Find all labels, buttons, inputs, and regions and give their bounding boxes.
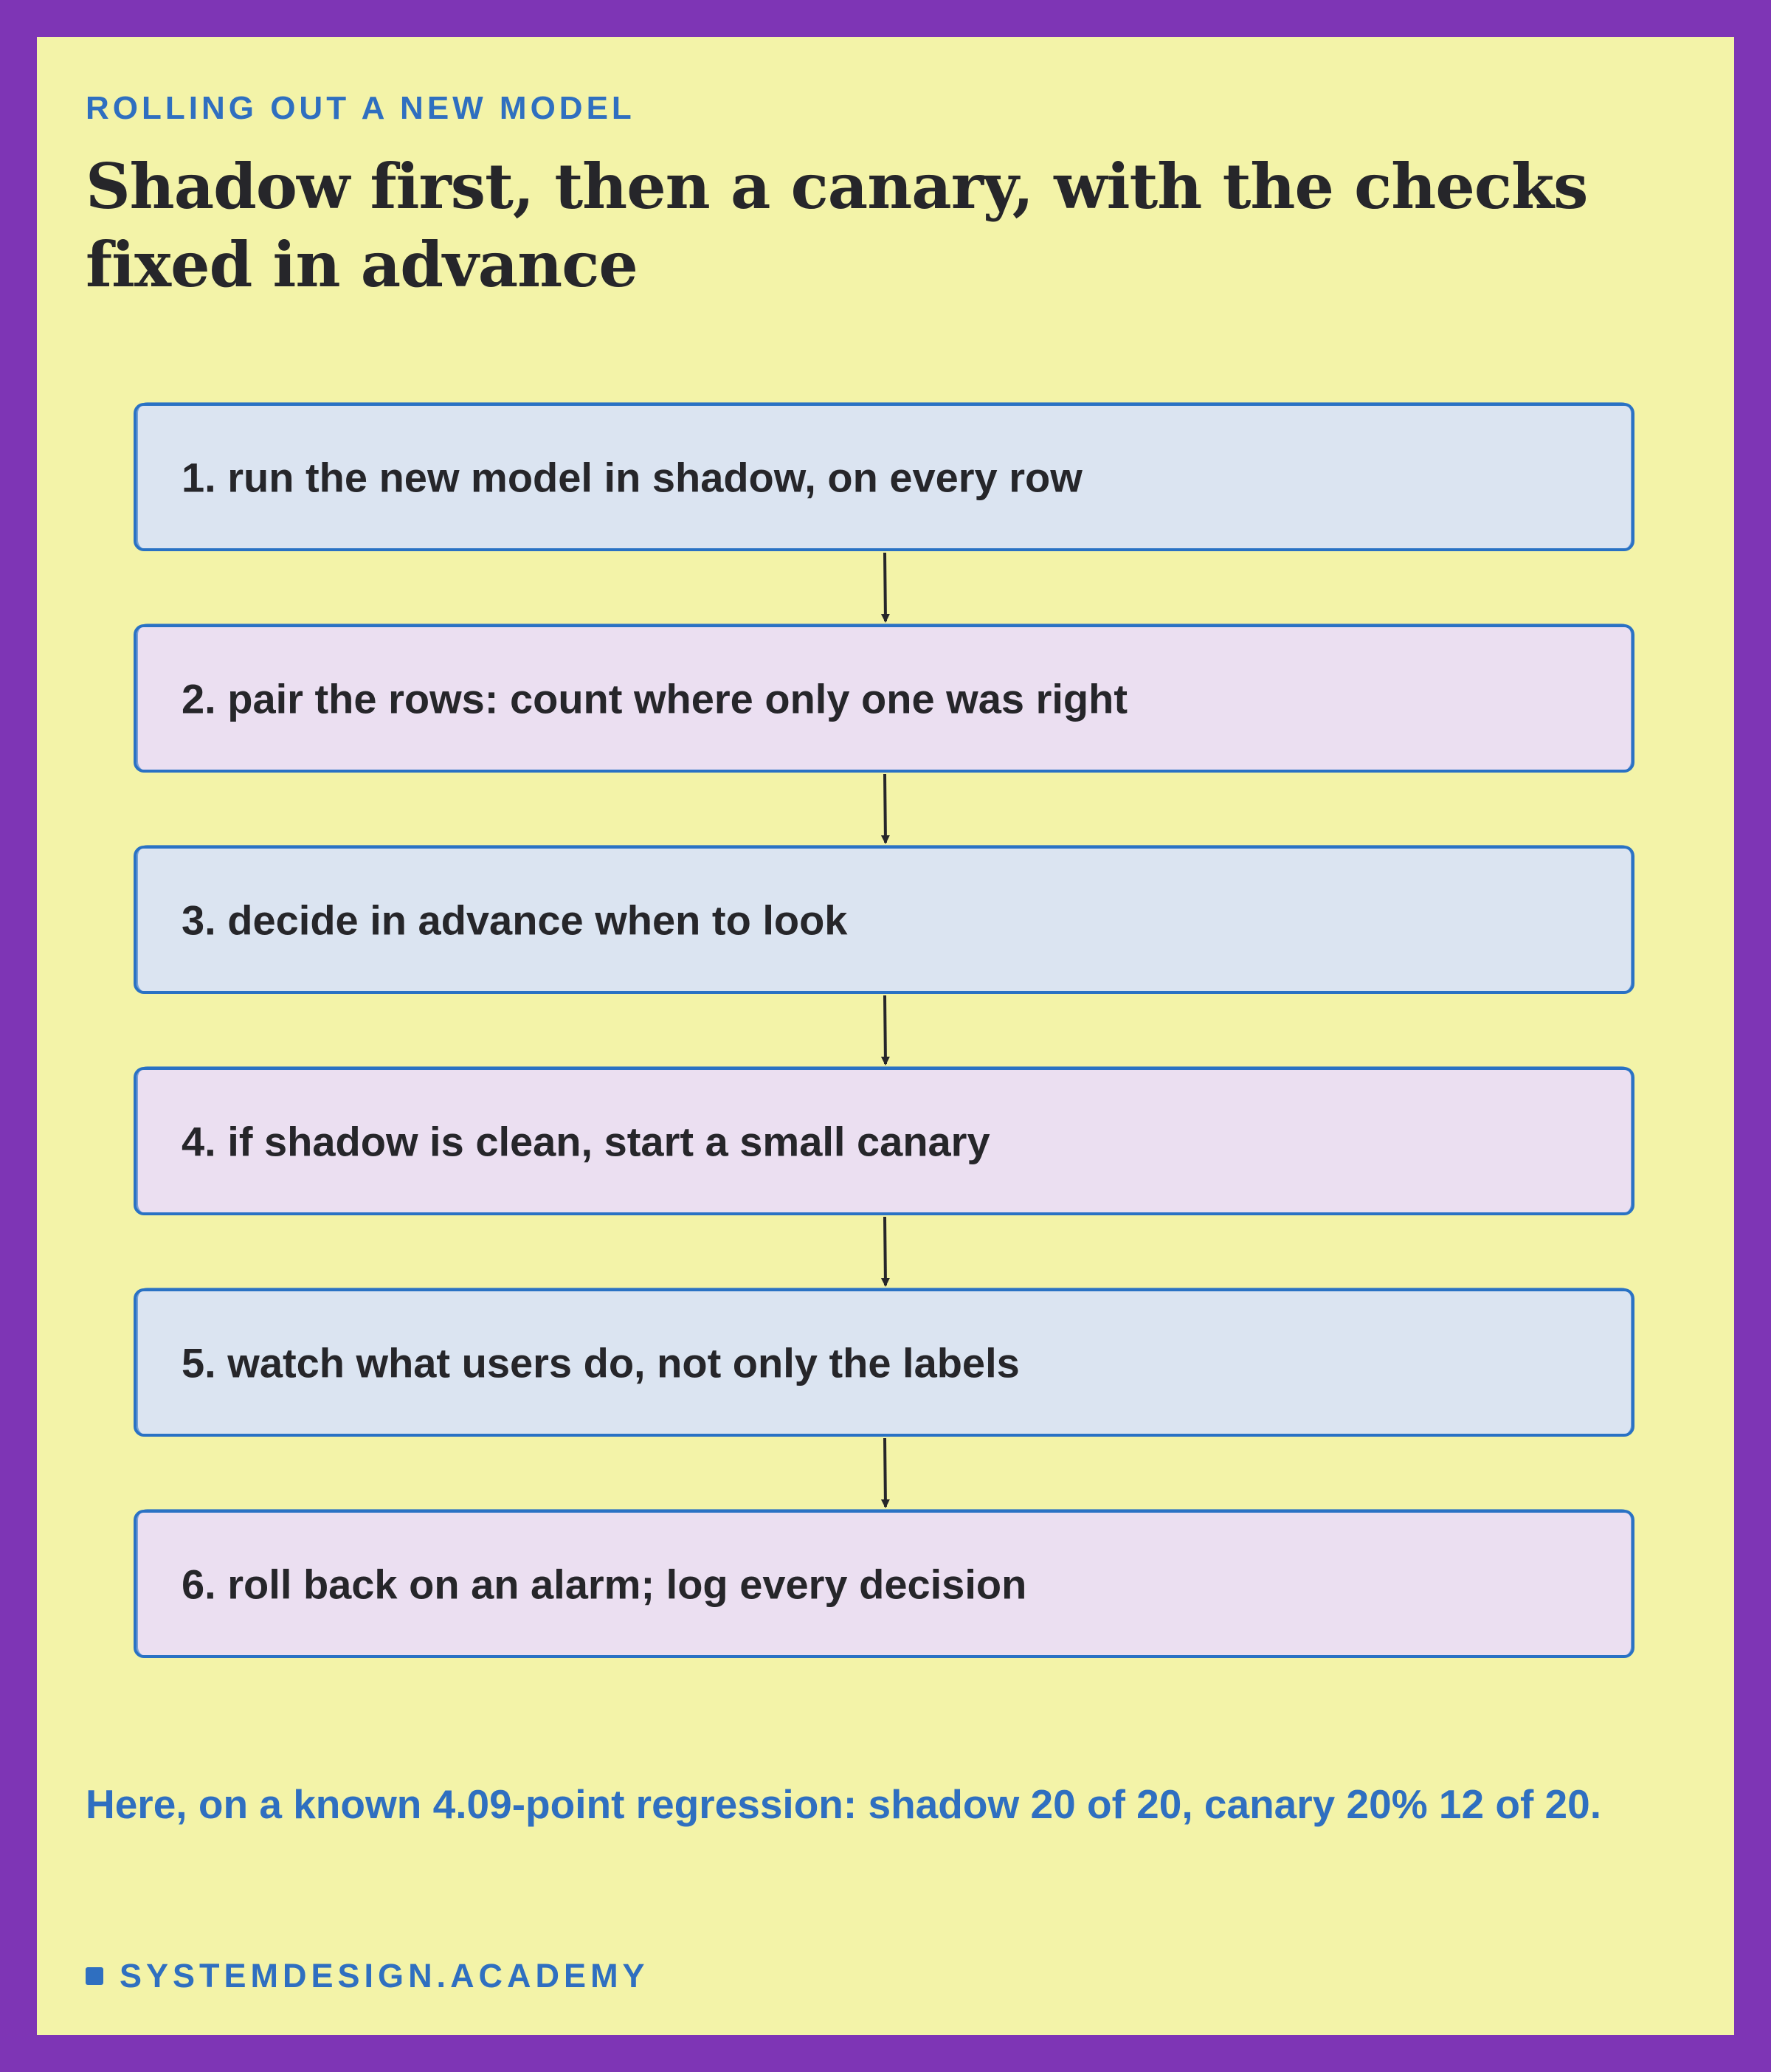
flow-arrow-3-to-4: [885, 995, 886, 1064]
result-note: Here, on a known 4.09-point regression: shadow 20 of 20, canary 20% 12 of 20.: [86, 1781, 1602, 1827]
page-title: Shadow first, then a canary, with the checks fixed in advance: [86, 150, 1588, 301]
flow-arrow-4-to-5: [885, 1217, 886, 1285]
flow-step-label: 2. pair the rows: count where only one was right: [182, 675, 1128, 722]
flow-step-3: [135, 846, 1633, 993]
brand: [86, 1954, 649, 1998]
brand-label: SYSTEMDESIGN.ACADEMY: [120, 1957, 649, 1995]
flow-step-5: [135, 1288, 1633, 1436]
flow-step-label: 5. watch what users do, not only the labels: [182, 1339, 1020, 1386]
flow-step-label: 4. if shadow is clean, start a small canary: [182, 1118, 990, 1165]
flow-step-6: [135, 1510, 1633, 1657]
flow-step-label: 3. decide in advance when to look: [182, 897, 848, 944]
brand-square-icon: [86, 1967, 103, 1985]
flow-arrow-1-to-2: [885, 553, 886, 621]
kicker-label: ROLLING OUT A NEW MODEL: [86, 90, 635, 126]
flow-arrow-5-to-6: [885, 1438, 886, 1507]
flow-step-label: 1. run the new model in shadow, on every row: [182, 454, 1083, 501]
flow-step-4: [135, 1067, 1633, 1215]
flow-step-label: 6. roll back on an alarm; log every decision: [182, 1561, 1027, 1608]
flow-arrow-2-to-3: [885, 774, 886, 843]
flow-step-2: [135, 624, 1633, 772]
flow-step-1: [135, 403, 1633, 550]
